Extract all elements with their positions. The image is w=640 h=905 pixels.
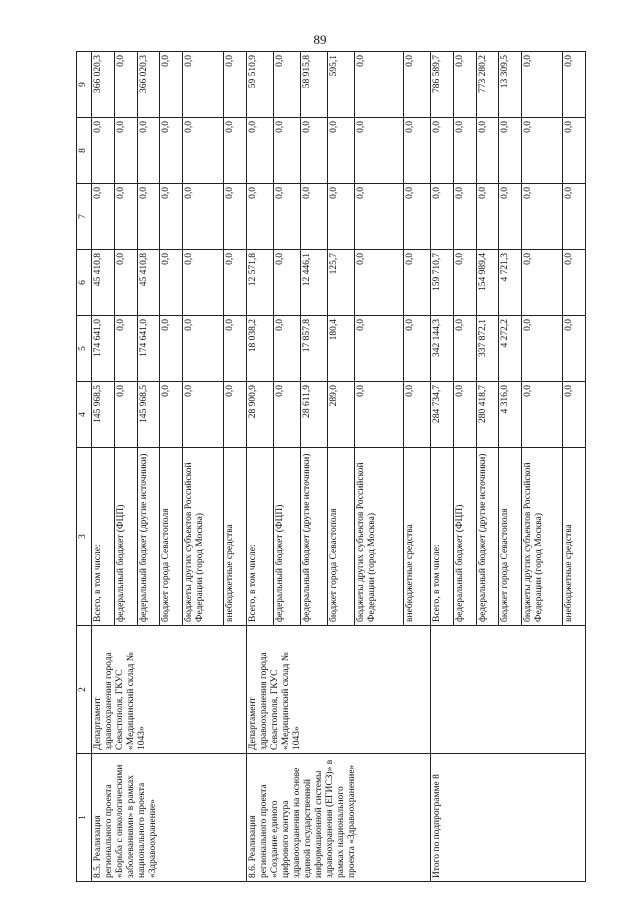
value-cell: 0,0 [355, 316, 403, 382]
value-cell: 0,0 [224, 382, 247, 448]
value-cell: 0,0 [453, 118, 476, 184]
value-cell: 0,0 [453, 316, 476, 382]
value-cell: 0,0 [183, 118, 224, 184]
column-header: 3 [77, 448, 92, 626]
table-row [92, 52, 115, 882]
measure-cell: 8.6. Реализация регионального проекта «Создание единого цифрового контура здравоохранения на основе единой государственной информационной системы здравоохранения (ЕГИСЗ)» в рамках национального проекта «Здравоохранение» [246, 754, 430, 882]
value-cell: 0,0 [301, 184, 328, 250]
source-cell: бюджет города Севастополя [328, 448, 355, 626]
table-row [246, 52, 273, 882]
value-cell: 4 721,3 [499, 250, 522, 316]
value-cell: 0,0 [522, 52, 563, 118]
value-cell: 0,0 [273, 382, 300, 448]
value-cell: 0,0 [453, 52, 476, 118]
source-cell: бюджеты других субъектов Российской Федерации (город Москва) [355, 448, 403, 626]
value-cell: 154 989,4 [476, 250, 499, 316]
value-cell: 0,0 [403, 52, 430, 118]
source-cell: бюджет города Севастополя [160, 448, 183, 626]
value-cell: 0,0 [355, 52, 403, 118]
source-cell: Всего, в том числе: [92, 448, 115, 626]
value-cell: 0,0 [355, 118, 403, 184]
value-cell: 12 571,8 [246, 250, 273, 316]
value-cell: 0,0 [522, 382, 563, 448]
value-cell: 0,0 [355, 184, 403, 250]
source-cell: бюджет города Севастополя [499, 448, 522, 626]
value-cell: 0,0 [92, 118, 115, 184]
value-cell: 0,0 [273, 316, 300, 382]
value-cell: 595,1 [328, 52, 355, 118]
value-cell: 145 968,5 [92, 382, 115, 448]
page-number: 89 [313, 32, 327, 47]
value-cell: 0,0 [563, 316, 586, 382]
source-cell: бюджеты других субъектов Российской Федерации (город Москва) [522, 448, 563, 626]
value-cell: 4 316,0 [499, 382, 522, 448]
column-header: 7 [77, 184, 92, 250]
value-cell: 17 857,8 [301, 316, 328, 382]
value-cell: 28 900,9 [246, 382, 273, 448]
financing-table [76, 51, 586, 882]
value-cell: 0,0 [453, 382, 476, 448]
value-cell: 0,0 [403, 382, 430, 448]
column-header: 6 [77, 250, 92, 316]
source-cell: федеральный бюджет (другие источники) [301, 448, 328, 626]
value-cell: 28 611,9 [301, 382, 328, 448]
column-header: 5 [77, 316, 92, 382]
value-cell: 0,0 [355, 382, 403, 448]
source-cell: бюджеты других субъектов Российской Федерации (город Москва) [183, 448, 224, 626]
value-cell: 0,0 [476, 118, 499, 184]
rotated-table-container [76, 52, 586, 882]
value-cell: 0,0 [183, 52, 224, 118]
value-cell: 145 968,5 [137, 382, 160, 448]
value-cell: 0,0 [114, 52, 137, 118]
source-cell: федеральный бюджет (другие источники) [137, 448, 160, 626]
value-cell: 0,0 [137, 118, 160, 184]
value-cell: 159 710,7 [431, 250, 454, 316]
value-cell: 0,0 [160, 382, 183, 448]
source-cell: внебюджетные средства [224, 448, 247, 626]
value-cell: 280 418,7 [476, 382, 499, 448]
value-cell: 0,0 [403, 118, 430, 184]
source-cell: федеральный бюджет (ФЦП) [114, 448, 137, 626]
value-cell: 0,0 [183, 250, 224, 316]
header-row [77, 52, 92, 882]
value-cell: 0,0 [476, 184, 499, 250]
value-cell: 0,0 [160, 250, 183, 316]
value-cell: 0,0 [160, 184, 183, 250]
value-cell: 18 038,2 [246, 316, 273, 382]
source-cell: внебюджетные средства [403, 448, 430, 626]
value-cell: 0,0 [522, 316, 563, 382]
value-cell: 0,0 [246, 184, 273, 250]
value-cell: 0,0 [431, 184, 454, 250]
value-cell: 0,0 [114, 184, 137, 250]
value-cell: 0,0 [453, 250, 476, 316]
value-cell: 0,0 [499, 118, 522, 184]
value-cell: 58 915,8 [301, 52, 328, 118]
source-cell: федеральный бюджет (ФЦП) [273, 448, 300, 626]
value-cell: 0,0 [328, 118, 355, 184]
value-cell: 0,0 [224, 118, 247, 184]
value-cell: 45 410,8 [92, 250, 115, 316]
value-cell: 0,0 [183, 382, 224, 448]
value-cell: 13 309,5 [499, 52, 522, 118]
value-cell: 0,0 [563, 250, 586, 316]
value-cell: 0,0 [273, 250, 300, 316]
value-cell: 0,0 [431, 118, 454, 184]
value-cell: 786 589,7 [431, 52, 454, 118]
value-cell: 0,0 [273, 118, 300, 184]
column-header: 4 [77, 382, 92, 448]
executor-cell: Департамент здравоохранения города Севастополя, ГКУС «Медицинский склад № 1043» [92, 626, 247, 754]
column-header: 8 [77, 118, 92, 184]
value-cell: 0,0 [403, 316, 430, 382]
value-cell: 174 641,0 [92, 316, 115, 382]
value-cell: 125,7 [328, 250, 355, 316]
value-cell: 174 641,0 [137, 316, 160, 382]
value-cell: 0,0 [563, 52, 586, 118]
value-cell: 0,0 [328, 184, 355, 250]
value-cell: 0,0 [403, 250, 430, 316]
value-cell: 0,0 [246, 118, 273, 184]
value-cell: 0,0 [114, 316, 137, 382]
value-cell: 773 280,2 [476, 52, 499, 118]
executor-cell [431, 626, 586, 754]
value-cell: 0,0 [563, 118, 586, 184]
value-cell: 289,0 [328, 382, 355, 448]
value-cell: 0,0 [224, 316, 247, 382]
value-cell: 59 510,9 [246, 52, 273, 118]
value-cell: 0,0 [563, 382, 586, 448]
value-cell: 0,0 [522, 184, 563, 250]
value-cell: 366 020,3 [137, 52, 160, 118]
value-cell: 0,0 [160, 118, 183, 184]
value-cell: 0,0 [114, 250, 137, 316]
column-header: 1 [77, 754, 92, 882]
value-cell: 0,0 [301, 118, 328, 184]
table-row [431, 52, 454, 882]
value-cell: 284 734,7 [431, 382, 454, 448]
value-cell: 0,0 [160, 316, 183, 382]
value-cell: 0,0 [92, 184, 115, 250]
value-cell: 0,0 [114, 118, 137, 184]
value-cell: 0,0 [499, 184, 522, 250]
measure-cell: 8.5. Реализация регионального проекта «Борьба с онкологическими заболеваниями» в рамках национального проекта «Здравоохранение» [92, 754, 247, 882]
value-cell: 0,0 [224, 250, 247, 316]
value-cell: 0,0 [224, 184, 247, 250]
value-cell: 0,0 [224, 52, 247, 118]
value-cell: 366 020,3 [92, 52, 115, 118]
value-cell: 0,0 [403, 184, 430, 250]
column-header: 2 [77, 626, 92, 754]
value-cell: 0,0 [522, 118, 563, 184]
source-cell: федеральный бюджет (другие источники) [476, 448, 499, 626]
measure-cell: Итого по подпрограмме 8 [431, 754, 586, 882]
source-cell: внебюджетные средства [563, 448, 586, 626]
value-cell: 0,0 [453, 184, 476, 250]
value-cell: 0,0 [563, 184, 586, 250]
value-cell: 342 144,3 [431, 316, 454, 382]
value-cell: 180,4 [328, 316, 355, 382]
value-cell: 0,0 [160, 52, 183, 118]
value-cell: 0,0 [183, 316, 224, 382]
value-cell: 4 272,2 [499, 316, 522, 382]
source-cell: федеральный бюджет (ФЦП) [453, 448, 476, 626]
source-cell: Всего, в том числе: [431, 448, 454, 626]
value-cell: 45 410,8 [137, 250, 160, 316]
source-cell: Всего, в том числе: [246, 448, 273, 626]
executor-cell: Департамент здравоохранения города Севастополя, ГКУС «Медицинский склад № 1043» [246, 626, 430, 754]
value-cell: 12 446,1 [301, 250, 328, 316]
value-cell: 0,0 [137, 184, 160, 250]
column-header: 9 [77, 52, 92, 118]
value-cell: 0,0 [273, 184, 300, 250]
value-cell: 0,0 [522, 250, 563, 316]
value-cell: 337 872,1 [476, 316, 499, 382]
value-cell: 0,0 [183, 184, 224, 250]
value-cell: 0,0 [273, 52, 300, 118]
value-cell: 0,0 [114, 382, 137, 448]
value-cell: 0,0 [355, 250, 403, 316]
